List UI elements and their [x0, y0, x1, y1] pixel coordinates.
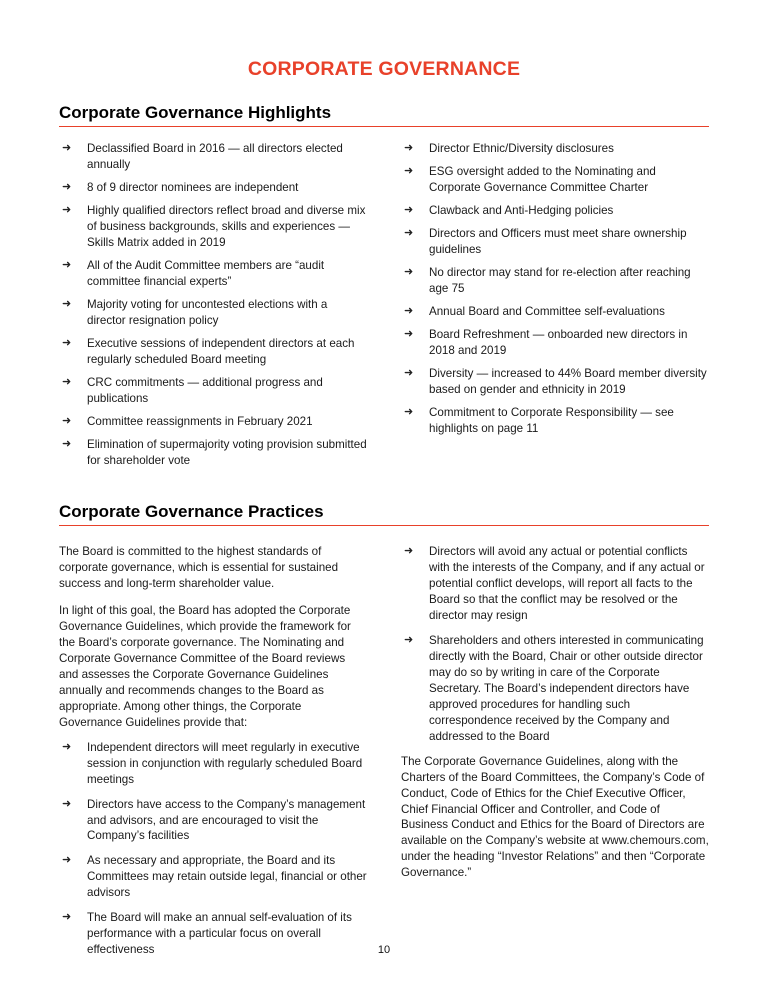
list-item: [401, 164, 709, 196]
list-item: [401, 304, 709, 320]
list-item-text: Board Refreshment — onboarded new directors in 2018 and 2019: [429, 327, 688, 357]
list-item: [59, 414, 367, 430]
list-item-text: Clawback and Anti-Hedging policies: [429, 203, 614, 217]
arrow-bullet-icon: ➜: [404, 304, 414, 317]
arrow-bullet-icon: ➜: [404, 164, 414, 177]
arrow-bullet-icon: ➜: [404, 203, 414, 216]
highlights-left-column: [59, 141, 367, 476]
list-item-text: Director Ethnic/Diversity disclosures: [429, 142, 614, 155]
list-item-text: Majority voting for uncontested elections with a director resignation policy: [87, 297, 328, 327]
practices-left-list: [59, 740, 367, 959]
list-item: [401, 265, 709, 297]
arrow-bullet-icon: ➜: [404, 226, 414, 239]
practices-closing-paragraph: The Corporate Governance Guidelines, along with the Charters of the Board Committees, the Company’s Code of Conduct, Code of Ethics for the Chief Executive Officer, Chief Financial Officer and Controller, and Code of Business Conduct and Ethics for the Board of Directors are available on the Company’s website at www.chemours.com, under the heading “Investor Relations” and then “Corporate Governance.”: [401, 754, 709, 880]
arrow-bullet-icon: ➜: [62, 911, 72, 924]
list-item-text: Commitment to Corporate Responsibility — see highlights on page 11: [429, 405, 674, 435]
arrow-bullet-icon: ➜: [62, 180, 72, 193]
list-item-text: Shareholders and others interested in communicating directly with the Board, Chair or other outside director may do so by writing in care of the Corporate Secretary. The Board’s independent directors have approved procedures for handling such correspondence received by the Company and addressed to the Board: [429, 633, 704, 743]
practices-paragraph: In light of this goal, the Board has adopted the Corporate Governance Guidelines, which provide the framework for the Board’s corporate governance. The Nominating and Corporate Governance Committee of the Board reviews and assesses the Corporate Governance Guidelines annually and recommends changes to the Board as appropriate. Among other things, the Corporate Governance Guidelines provide that:: [59, 603, 351, 729]
list-item-text: Directors and Officers must meet share ownership guidelines: [429, 226, 687, 256]
list-item-text: Annual Board and Committee self-evaluations: [429, 304, 665, 318]
highlights-right-column: [401, 141, 709, 476]
list-item: [59, 797, 367, 845]
list-item-text: CRC commitments — additional progress and publications: [87, 375, 323, 405]
arrow-bullet-icon: ➜: [404, 633, 414, 646]
highlights-left-list: [59, 141, 367, 469]
arrow-bullet-icon: ➜: [62, 297, 72, 310]
arrow-bullet-icon: ➜: [404, 265, 414, 278]
list-item: [401, 327, 709, 359]
arrow-bullet-icon: ➜: [404, 327, 414, 340]
arrow-bullet-icon: ➜: [62, 437, 72, 450]
list-item: [59, 203, 367, 251]
list-item: [59, 141, 367, 173]
list-item-text: Executive sessions of independent directors at each regularly scheduled Board meeting: [87, 336, 355, 366]
practices-right-list: [401, 544, 709, 745]
arrow-bullet-icon: ➜: [62, 797, 72, 810]
arrow-bullet-icon: ➜: [404, 544, 414, 557]
list-item-text: Directors will avoid any actual or potential conflicts with the interests of the Company, and if any actual or potential conflict develops, will report all facts to the Board so that the conflict may be resolved or the director may resign: [429, 544, 705, 622]
section-heading-practices: Corporate Governance Practices: [59, 502, 709, 526]
page-number: 10: [377, 944, 391, 956]
arrow-bullet-icon: ➜: [62, 375, 72, 388]
list-item-text: ESG oversight added to the Nominating and Corporate Governance Committee Charter: [429, 164, 656, 194]
list-item: [401, 141, 709, 157]
list-item-text: Independent directors will meet regularly in executive session in conjunction with regularly scheduled Board meetings: [87, 740, 363, 786]
arrow-bullet-icon: ➜: [404, 366, 414, 379]
section-heading-highlights: Corporate Governance Highlights: [59, 103, 709, 127]
list-item: [59, 336, 367, 368]
list-item: [59, 180, 367, 196]
list-item-text: No director may stand for re-election after reaching age 75: [429, 265, 691, 295]
list-item-text: Directors have access to the Company’s management and advisors, and are encouraged to visit the Company’s facilities: [87, 797, 366, 843]
list-item: [59, 375, 367, 407]
practices-right-column: [401, 544, 709, 968]
list-item-text: Highly qualified directors reflect broad and diverse mix of business backgrounds, skills and experiences — Skills Matrix added in 2019: [87, 203, 366, 249]
arrow-bullet-icon: ➜: [62, 203, 72, 216]
arrow-bullet-icon: ➜: [62, 740, 72, 753]
arrow-bullet-icon: ➜: [404, 142, 414, 154]
list-item: [401, 633, 709, 745]
practices-columns: [59, 544, 709, 968]
list-item: [401, 366, 709, 398]
list-item: [401, 405, 709, 437]
list-item-text: The Board will make an annual self-evaluation of its performance with a particular focus on overall effectiveness: [87, 911, 352, 957]
list-item: [401, 544, 709, 624]
page-title: CORPORATE GOVERNANCE: [247, 58, 521, 80]
list-item: [59, 740, 367, 788]
list-item-text: All of the Audit Committee members are “audit committee financial experts”: [87, 258, 325, 288]
list-item-text: As necessary and appropriate, the Board and its Committees may retain outside legal, financial or other advisors: [87, 854, 367, 900]
list-item: [401, 226, 709, 258]
practices-left-column: [59, 544, 367, 968]
highlights-columns: [59, 141, 709, 476]
highlights-right-list: [401, 141, 709, 437]
arrow-bullet-icon: ➜: [404, 405, 414, 418]
list-item-text: Elimination of supermajority voting provision submitted for shareholder vote: [87, 437, 367, 467]
arrow-bullet-icon: ➜: [62, 854, 72, 867]
list-item: [59, 297, 367, 329]
arrow-bullet-icon: ➜: [62, 336, 72, 349]
arrow-bullet-icon: ➜: [62, 414, 72, 427]
list-item: [59, 437, 367, 469]
list-item-text: 8 of 9 director nominees are independent: [87, 180, 299, 194]
list-item-text: Diversity — increased to 44% Board member diversity based on gender and ethnicity in 2019: [429, 366, 707, 396]
list-item: [59, 853, 367, 901]
list-item-text: Committee reassignments in February 2021: [87, 414, 313, 428]
list-item-text: Declassified Board in 2016 — all directors elected annually: [87, 142, 343, 171]
arrow-bullet-icon: ➜: [62, 142, 72, 154]
list-item: [59, 258, 367, 290]
arrow-bullet-icon: ➜: [62, 258, 72, 271]
list-item: [401, 203, 709, 219]
practices-paragraph: The Board is committed to the highest standards of corporate governance, which is essential for sustained success and long-term shareholder value.: [59, 544, 339, 590]
